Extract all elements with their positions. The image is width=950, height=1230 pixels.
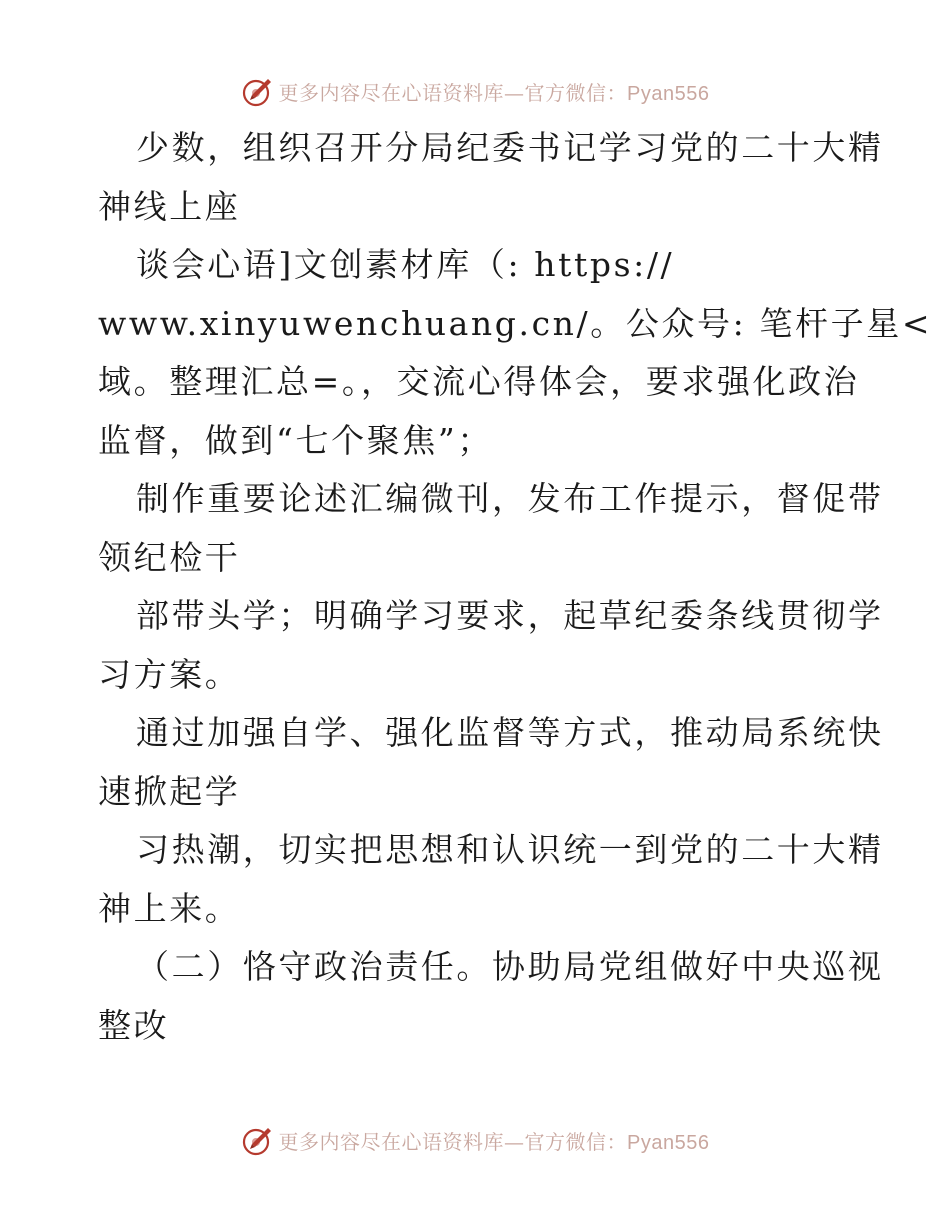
- body-line: 速掀起学: [98, 771, 241, 811]
- header-watermark-text: [279, 77, 710, 106]
- body-line: （二）恪守政治责任。协助局党组做好中央巡视: [136, 947, 884, 986]
- body-line: 谈会心语]文创素材库（: https://: [136, 245, 675, 284]
- body-line: www.xinyuwenchuang.cn/。公众号: 笔杆子星<: [98, 303, 933, 343]
- footer-watermark-banner: [0, 1120, 950, 1160]
- body-line: 域。整理汇总=。，交流心得体会，要求强化政治: [98, 362, 860, 401]
- body-line: 制作重要论述汇编微刊，发布工作提示，督促带: [136, 479, 884, 518]
- document-body: [98, 119, 933, 1055]
- body-line: 监督，做到“七个聚焦”；: [98, 420, 493, 460]
- footer-watermark-text: [279, 1126, 710, 1155]
- body-line: 习热潮，切实把思想和认识统一到党的二十大精: [136, 830, 884, 869]
- footer-watermark-id: Pyan556: [627, 1131, 710, 1154]
- body-line: 神上来。: [98, 888, 241, 928]
- footer-watermark-label: 更多内容尽在心语资料库—官方微信：: [278, 1129, 628, 1154]
- header-watermark-banner: [0, 71, 950, 111]
- body-line: 部带头学；明确学习要求，起草纪委条线贯彻学: [136, 596, 884, 635]
- body-line: 习方案。: [98, 654, 241, 694]
- header-watermark-label: 更多内容尽在心语资料库—官方微信：: [278, 80, 628, 105]
- pen-circle-logo-icon: [241, 1123, 275, 1157]
- pen-circle-logo-icon: [241, 74, 275, 108]
- body-line: 少数，组织召开分局纪委书记学习党的二十大精: [136, 128, 884, 167]
- body-line: 整改: [98, 1005, 170, 1045]
- header-watermark-id: Pyan556: [627, 82, 710, 105]
- body-line: 通过加强自学、强化监督等方式，推动局系统快: [136, 713, 884, 752]
- body-line: 神线上座: [98, 186, 241, 226]
- body-line: 领纪检干: [98, 537, 241, 577]
